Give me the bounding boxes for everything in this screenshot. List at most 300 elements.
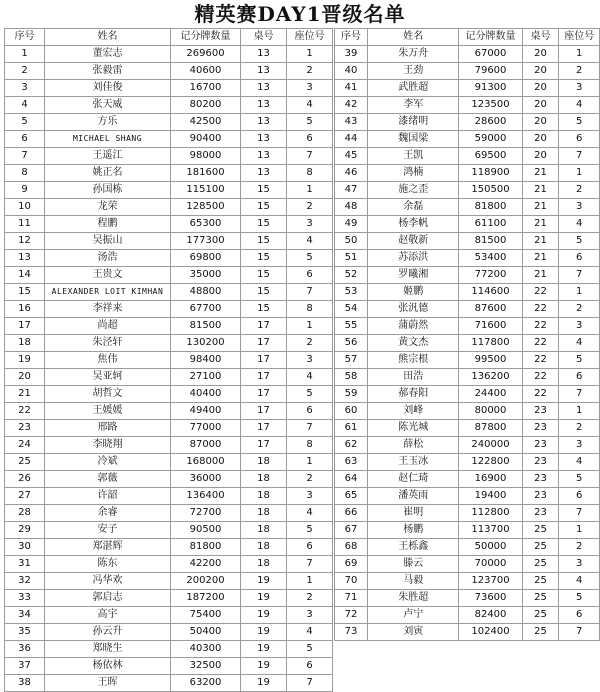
cell-seq: 72 bbox=[335, 607, 368, 624]
table-row bbox=[5, 369, 333, 386]
cell-table-no: 19 bbox=[241, 590, 287, 607]
cell-seq: 13 bbox=[5, 250, 45, 267]
cell-name: 卢宁 bbox=[368, 607, 459, 624]
cell-chips: 102400 bbox=[459, 624, 522, 641]
cell-chips: 73600 bbox=[459, 590, 522, 607]
cell-seat-no: 2 bbox=[287, 199, 333, 216]
header-chips: 记分牌数量 bbox=[459, 29, 522, 46]
table-row bbox=[5, 182, 333, 199]
cell-seq: 24 bbox=[5, 437, 45, 454]
cell-seat-no: 2 bbox=[559, 420, 600, 437]
cell-chips: 99500 bbox=[459, 352, 522, 369]
cell-table-no: 21 bbox=[522, 182, 559, 199]
cell-seat-no: 7 bbox=[287, 284, 333, 301]
cell-seq: 51 bbox=[335, 250, 368, 267]
cell-table-no: 23 bbox=[522, 420, 559, 437]
cell-name: 姬鹏 bbox=[368, 284, 459, 301]
cell-seat-no: 4 bbox=[287, 369, 333, 386]
cell-seat-no: 5 bbox=[287, 386, 333, 403]
cell-chips: 130200 bbox=[171, 335, 241, 352]
table-row bbox=[335, 369, 600, 386]
cell-table-no: 13 bbox=[241, 114, 287, 131]
cell-seq: 53 bbox=[335, 284, 368, 301]
cell-seat-no: 4 bbox=[559, 573, 600, 590]
cell-seat-no: 6 bbox=[287, 131, 333, 148]
cell-table-no: 22 bbox=[522, 386, 559, 403]
cell-name: 李晓翔 bbox=[45, 437, 171, 454]
cell-seq: 3 bbox=[5, 80, 45, 97]
cell-seq: 73 bbox=[335, 624, 368, 641]
cell-seat-no: 5 bbox=[559, 590, 600, 607]
table-row bbox=[5, 522, 333, 539]
table-row bbox=[5, 437, 333, 454]
cell-seq: 65 bbox=[335, 488, 368, 505]
header-table-no: 桌号 bbox=[241, 29, 287, 46]
cell-table-no: 13 bbox=[241, 63, 287, 80]
cell-name: 崔明 bbox=[368, 505, 459, 522]
cell-chips: 114600 bbox=[459, 284, 522, 301]
cell-seat-no: 3 bbox=[559, 318, 600, 335]
cell-seq: 56 bbox=[335, 335, 368, 352]
cell-table-no: 25 bbox=[522, 607, 559, 624]
cell-name: 漆绪明 bbox=[368, 114, 459, 131]
cell-table-no: 22 bbox=[522, 284, 559, 301]
cell-name: 蒲蔚然 bbox=[368, 318, 459, 335]
cell-table-no: 22 bbox=[522, 335, 559, 352]
cell-chips: 27100 bbox=[171, 369, 241, 386]
cell-seq: 28 bbox=[5, 505, 45, 522]
cell-seat-no: 5 bbox=[559, 471, 600, 488]
cell-table-no: 18 bbox=[241, 471, 287, 488]
cell-name: 余磊 bbox=[368, 199, 459, 216]
cell-seq: 34 bbox=[5, 607, 45, 624]
table-row bbox=[335, 97, 600, 114]
cell-seat-no: 7 bbox=[287, 148, 333, 165]
cell-table-no: 17 bbox=[241, 437, 287, 454]
cell-table-no: 18 bbox=[241, 522, 287, 539]
cell-chips: 87000 bbox=[171, 437, 241, 454]
cell-seat-no: 5 bbox=[287, 522, 333, 539]
cell-name: 董宏志 bbox=[45, 46, 171, 63]
cell-chips: 67000 bbox=[459, 46, 522, 63]
cell-table-no: 22 bbox=[522, 352, 559, 369]
header-seq: 序号 bbox=[335, 29, 368, 46]
cell-seat-no: 2 bbox=[287, 63, 333, 80]
cell-chips: 80000 bbox=[459, 403, 522, 420]
cell-seq: 42 bbox=[335, 97, 368, 114]
table-row bbox=[335, 335, 600, 352]
cell-chips: 32500 bbox=[171, 658, 241, 675]
table-row bbox=[335, 505, 600, 522]
cell-seq: 19 bbox=[5, 352, 45, 369]
cell-table-no: 20 bbox=[522, 114, 559, 131]
cell-seq: 44 bbox=[335, 131, 368, 148]
table-row bbox=[5, 403, 333, 420]
cell-name: 田浩 bbox=[368, 369, 459, 386]
table-row bbox=[335, 352, 600, 369]
cell-table-no: 15 bbox=[241, 182, 287, 199]
cell-name: 张汎德 bbox=[368, 301, 459, 318]
cell-table-no: 20 bbox=[522, 63, 559, 80]
cell-name: 程鹏 bbox=[45, 216, 171, 233]
cell-name: 武胜超 bbox=[368, 80, 459, 97]
table-row bbox=[5, 199, 333, 216]
page-title: 精英赛DAY1晋级名单 bbox=[194, 2, 406, 26]
cell-seq: 70 bbox=[335, 573, 368, 590]
header-seat-no: 座位号 bbox=[287, 29, 333, 46]
cell-name: 王遥江 bbox=[45, 148, 171, 165]
cell-seq: 37 bbox=[5, 658, 45, 675]
cell-seq: 9 bbox=[5, 182, 45, 199]
cell-seat-no: 4 bbox=[559, 454, 600, 471]
cell-table-no: 18 bbox=[241, 539, 287, 556]
cell-seat-no: 6 bbox=[559, 607, 600, 624]
cell-table-no: 13 bbox=[241, 80, 287, 97]
cell-seat-no: 3 bbox=[287, 216, 333, 233]
cell-name: 冷斌 bbox=[45, 454, 171, 471]
cell-table-no: 18 bbox=[241, 505, 287, 522]
cell-chips: 81800 bbox=[171, 539, 241, 556]
cell-seat-no: 7 bbox=[559, 386, 600, 403]
cell-table-no: 13 bbox=[241, 148, 287, 165]
cell-seat-no: 7 bbox=[287, 675, 333, 692]
cell-name: 王劲 bbox=[368, 63, 459, 80]
table-row bbox=[335, 267, 600, 284]
cell-table-no: 18 bbox=[241, 454, 287, 471]
table-row bbox=[335, 403, 600, 420]
cell-seat-no: 6 bbox=[287, 658, 333, 675]
table-row bbox=[335, 386, 600, 403]
cell-seat-no: 4 bbox=[559, 216, 600, 233]
table-row bbox=[335, 80, 600, 97]
cell-chips: 70000 bbox=[459, 556, 522, 573]
cell-chips: 40300 bbox=[171, 641, 241, 658]
cell-chips: 117800 bbox=[459, 335, 522, 352]
cell-name: 苏添洪 bbox=[368, 250, 459, 267]
table-row bbox=[5, 165, 333, 182]
cell-seq: 59 bbox=[335, 386, 368, 403]
cell-name: 王栎鑫 bbox=[368, 539, 459, 556]
cell-chips: 50400 bbox=[171, 624, 241, 641]
cell-table-no: 20 bbox=[522, 46, 559, 63]
cell-table-no: 15 bbox=[241, 301, 287, 318]
cell-seq: 7 bbox=[5, 148, 45, 165]
table-row bbox=[5, 250, 333, 267]
cell-seat-no: 2 bbox=[559, 182, 600, 199]
cell-name: 汤浩 bbox=[45, 250, 171, 267]
cell-name: 郭启志 bbox=[45, 590, 171, 607]
cell-name: 吴振山 bbox=[45, 233, 171, 250]
cell-seq: 5 bbox=[5, 114, 45, 131]
cell-name: 罗曦湘 bbox=[368, 267, 459, 284]
cell-seat-no: 3 bbox=[559, 437, 600, 454]
cell-seq: 57 bbox=[335, 352, 368, 369]
cell-seq: 25 bbox=[5, 454, 45, 471]
table-row bbox=[335, 573, 600, 590]
cell-seq: 41 bbox=[335, 80, 368, 97]
cell-table-no: 23 bbox=[522, 454, 559, 471]
cell-seat-no: 3 bbox=[559, 199, 600, 216]
cell-seat-no: 4 bbox=[287, 97, 333, 114]
cell-name: 赵敬新 bbox=[368, 233, 459, 250]
cell-chips: 90400 bbox=[171, 131, 241, 148]
table-row bbox=[5, 658, 333, 675]
table-row bbox=[5, 454, 333, 471]
cell-chips: 24400 bbox=[459, 386, 522, 403]
table-row bbox=[335, 46, 600, 63]
cell-seat-no: 3 bbox=[559, 80, 600, 97]
cell-seat-no: 3 bbox=[287, 352, 333, 369]
cell-seat-no: 4 bbox=[559, 335, 600, 352]
header-seq: 序号 bbox=[5, 29, 45, 46]
table-row bbox=[335, 284, 600, 301]
table-row bbox=[5, 80, 333, 97]
cell-seat-no: 5 bbox=[287, 114, 333, 131]
table-row bbox=[5, 267, 333, 284]
cell-chips: 71600 bbox=[459, 318, 522, 335]
cell-seat-no: 5 bbox=[287, 250, 333, 267]
cell-name: 许韶 bbox=[45, 488, 171, 505]
cell-seq: 35 bbox=[5, 624, 45, 641]
cell-chips: 81800 bbox=[459, 199, 522, 216]
cell-chips: 118900 bbox=[459, 165, 522, 182]
cell-seq: 52 bbox=[335, 267, 368, 284]
cell-chips: 187200 bbox=[171, 590, 241, 607]
table-row bbox=[5, 148, 333, 165]
table-row bbox=[335, 607, 600, 624]
cell-table-no: 18 bbox=[241, 556, 287, 573]
table-row bbox=[335, 114, 600, 131]
cell-seq: 50 bbox=[335, 233, 368, 250]
cell-table-no: 15 bbox=[241, 284, 287, 301]
table-row bbox=[5, 335, 333, 352]
cell-chips: 150500 bbox=[459, 182, 522, 199]
cell-table-no: 15 bbox=[241, 250, 287, 267]
table-row bbox=[335, 216, 600, 233]
cell-chips: 61100 bbox=[459, 216, 522, 233]
cell-chips: 81500 bbox=[171, 318, 241, 335]
table-row bbox=[335, 301, 600, 318]
cell-chips: 123500 bbox=[459, 97, 522, 114]
cell-table-no: 23 bbox=[522, 403, 559, 420]
cell-chips: 136400 bbox=[171, 488, 241, 505]
table-row bbox=[335, 454, 600, 471]
cell-chips: 123700 bbox=[459, 573, 522, 590]
cell-seat-no: 6 bbox=[559, 488, 600, 505]
cell-name: 郑湛辉 bbox=[45, 539, 171, 556]
cell-name: 朱万舟 bbox=[368, 46, 459, 63]
cell-seat-no: 4 bbox=[559, 97, 600, 114]
cell-table-no: 23 bbox=[522, 471, 559, 488]
cell-chips: 98400 bbox=[171, 352, 241, 369]
cell-chips: 98000 bbox=[171, 148, 241, 165]
cell-seat-no: 1 bbox=[559, 46, 600, 63]
cell-table-no: 17 bbox=[241, 352, 287, 369]
cell-name: 刘佳俊 bbox=[45, 80, 171, 97]
cell-table-no: 17 bbox=[241, 335, 287, 352]
cell-table-no: 21 bbox=[522, 165, 559, 182]
table-row bbox=[335, 437, 600, 454]
cell-seq: 47 bbox=[335, 182, 368, 199]
table-row bbox=[5, 573, 333, 590]
cell-seq: 58 bbox=[335, 369, 368, 386]
cell-chips: 128500 bbox=[171, 199, 241, 216]
cell-seat-no: 1 bbox=[287, 318, 333, 335]
cell-name: 胡哲文 bbox=[45, 386, 171, 403]
cell-name: 王贵文 bbox=[45, 267, 171, 284]
cell-name: 滕云 bbox=[368, 556, 459, 573]
cell-name: 孙云升 bbox=[45, 624, 171, 641]
table-row bbox=[5, 46, 333, 63]
cell-name: 王凯 bbox=[368, 148, 459, 165]
cell-table-no: 15 bbox=[241, 199, 287, 216]
cell-chips: 36000 bbox=[171, 471, 241, 488]
cell-name: 熊宗根 bbox=[368, 352, 459, 369]
cell-seat-no: 1 bbox=[287, 182, 333, 199]
table-row bbox=[335, 63, 600, 80]
cell-seq: 22 bbox=[5, 403, 45, 420]
table-row bbox=[335, 165, 600, 182]
cell-seq: 66 bbox=[335, 505, 368, 522]
cell-table-no: 21 bbox=[522, 267, 559, 284]
cell-seat-no: 5 bbox=[287, 641, 333, 658]
table-row bbox=[5, 386, 333, 403]
cell-seat-no: 7 bbox=[559, 505, 600, 522]
table-row bbox=[335, 131, 600, 148]
header-name: 姓名 bbox=[368, 29, 459, 46]
cell-table-no: 17 bbox=[241, 420, 287, 437]
table-row bbox=[5, 114, 333, 131]
cell-name: 姚正名 bbox=[45, 165, 171, 182]
cell-name: 余睿 bbox=[45, 505, 171, 522]
cell-seq: 45 bbox=[335, 148, 368, 165]
cell-chips: 81500 bbox=[459, 233, 522, 250]
cell-seq: 14 bbox=[5, 267, 45, 284]
cell-chips: 122800 bbox=[459, 454, 522, 471]
cell-table-no: 25 bbox=[522, 539, 559, 556]
cell-name: 王晖 bbox=[45, 675, 171, 692]
cell-table-no: 21 bbox=[522, 250, 559, 267]
table-row bbox=[335, 539, 600, 556]
cell-chips: 49400 bbox=[171, 403, 241, 420]
cell-seq: 36 bbox=[5, 641, 45, 658]
cell-table-no: 23 bbox=[522, 437, 559, 454]
cell-name: 李军 bbox=[368, 97, 459, 114]
cell-seat-no: 2 bbox=[287, 335, 333, 352]
cell-chips: 67700 bbox=[171, 301, 241, 318]
cell-seq: 6 bbox=[5, 131, 45, 148]
cell-chips: 42200 bbox=[171, 556, 241, 573]
cell-seq: 31 bbox=[5, 556, 45, 573]
cell-chips: 91300 bbox=[459, 80, 522, 97]
cell-seq: 10 bbox=[5, 199, 45, 216]
cell-seq: 43 bbox=[335, 114, 368, 131]
cell-seat-no: 7 bbox=[559, 267, 600, 284]
cell-seat-no: 4 bbox=[287, 505, 333, 522]
cell-chips: 77200 bbox=[459, 267, 522, 284]
cell-name: 潘英雨 bbox=[368, 488, 459, 505]
cell-table-no: 13 bbox=[241, 165, 287, 182]
cell-seat-no: 1 bbox=[559, 165, 600, 182]
cell-chips: 240000 bbox=[459, 437, 522, 454]
cell-name: 郝春阳 bbox=[368, 386, 459, 403]
cell-chips: 87800 bbox=[459, 420, 522, 437]
cell-chips: 65300 bbox=[171, 216, 241, 233]
cell-table-no: 15 bbox=[241, 233, 287, 250]
cell-name: 郭薇 bbox=[45, 471, 171, 488]
cell-table-no: 25 bbox=[522, 573, 559, 590]
cell-seat-no: 6 bbox=[287, 267, 333, 284]
cell-chips: 48800 bbox=[171, 284, 241, 301]
cell-seat-no: 3 bbox=[287, 607, 333, 624]
cell-seat-no: 2 bbox=[559, 63, 600, 80]
table-row bbox=[5, 539, 333, 556]
cell-seat-no: 4 bbox=[287, 624, 333, 641]
cell-seq: 1 bbox=[5, 46, 45, 63]
cell-table-no: 21 bbox=[522, 233, 559, 250]
cell-name: 刘峰 bbox=[368, 403, 459, 420]
table-header-row bbox=[5, 29, 333, 46]
cell-chips: 269600 bbox=[171, 46, 241, 63]
cell-table-no: 25 bbox=[522, 522, 559, 539]
cell-seat-no: 2 bbox=[559, 539, 600, 556]
cell-name: 冯华欢 bbox=[45, 573, 171, 590]
cell-table-no: 13 bbox=[241, 97, 287, 114]
table-row bbox=[5, 301, 333, 318]
cell-seq: 40 bbox=[335, 63, 368, 80]
cell-seat-no: 1 bbox=[559, 403, 600, 420]
table-row bbox=[5, 624, 333, 641]
cell-name: 陈东 bbox=[45, 556, 171, 573]
cell-chips: 72700 bbox=[171, 505, 241, 522]
cell-chips: 177300 bbox=[171, 233, 241, 250]
cell-seat-no: 8 bbox=[287, 301, 333, 318]
cell-seq: 48 bbox=[335, 199, 368, 216]
cell-chips: 69500 bbox=[459, 148, 522, 165]
cell-table-no: 21 bbox=[522, 199, 559, 216]
table-row bbox=[5, 641, 333, 658]
cell-seq: 23 bbox=[5, 420, 45, 437]
cell-name: 吴亚轲 bbox=[45, 369, 171, 386]
header-table-no: 桌号 bbox=[522, 29, 559, 46]
cell-table-no: 25 bbox=[522, 556, 559, 573]
cell-table-no: 22 bbox=[522, 369, 559, 386]
cell-seq: 68 bbox=[335, 539, 368, 556]
cell-name: 赵仁琦 bbox=[368, 471, 459, 488]
cell-seq: 60 bbox=[335, 403, 368, 420]
cell-chips: 113700 bbox=[459, 522, 522, 539]
cell-name: 王玉冰 bbox=[368, 454, 459, 471]
cell-seq: 4 bbox=[5, 97, 45, 114]
table-row bbox=[335, 556, 600, 573]
cell-name: 刘寅 bbox=[368, 624, 459, 641]
cell-seat-no: 1 bbox=[287, 454, 333, 471]
table-row bbox=[5, 488, 333, 505]
table-row bbox=[5, 556, 333, 573]
cell-seat-no: 1 bbox=[559, 284, 600, 301]
cell-seq: 39 bbox=[335, 46, 368, 63]
table-row bbox=[5, 352, 333, 369]
table-row bbox=[5, 505, 333, 522]
cell-seq: 17 bbox=[5, 318, 45, 335]
cell-table-no: 20 bbox=[522, 97, 559, 114]
cell-seat-no: 3 bbox=[287, 488, 333, 505]
cell-seq: 20 bbox=[5, 369, 45, 386]
cell-name: 龙荣 bbox=[45, 199, 171, 216]
cell-seat-no: 3 bbox=[559, 556, 600, 573]
cell-seq: 55 bbox=[335, 318, 368, 335]
cell-chips: 63200 bbox=[171, 675, 241, 692]
